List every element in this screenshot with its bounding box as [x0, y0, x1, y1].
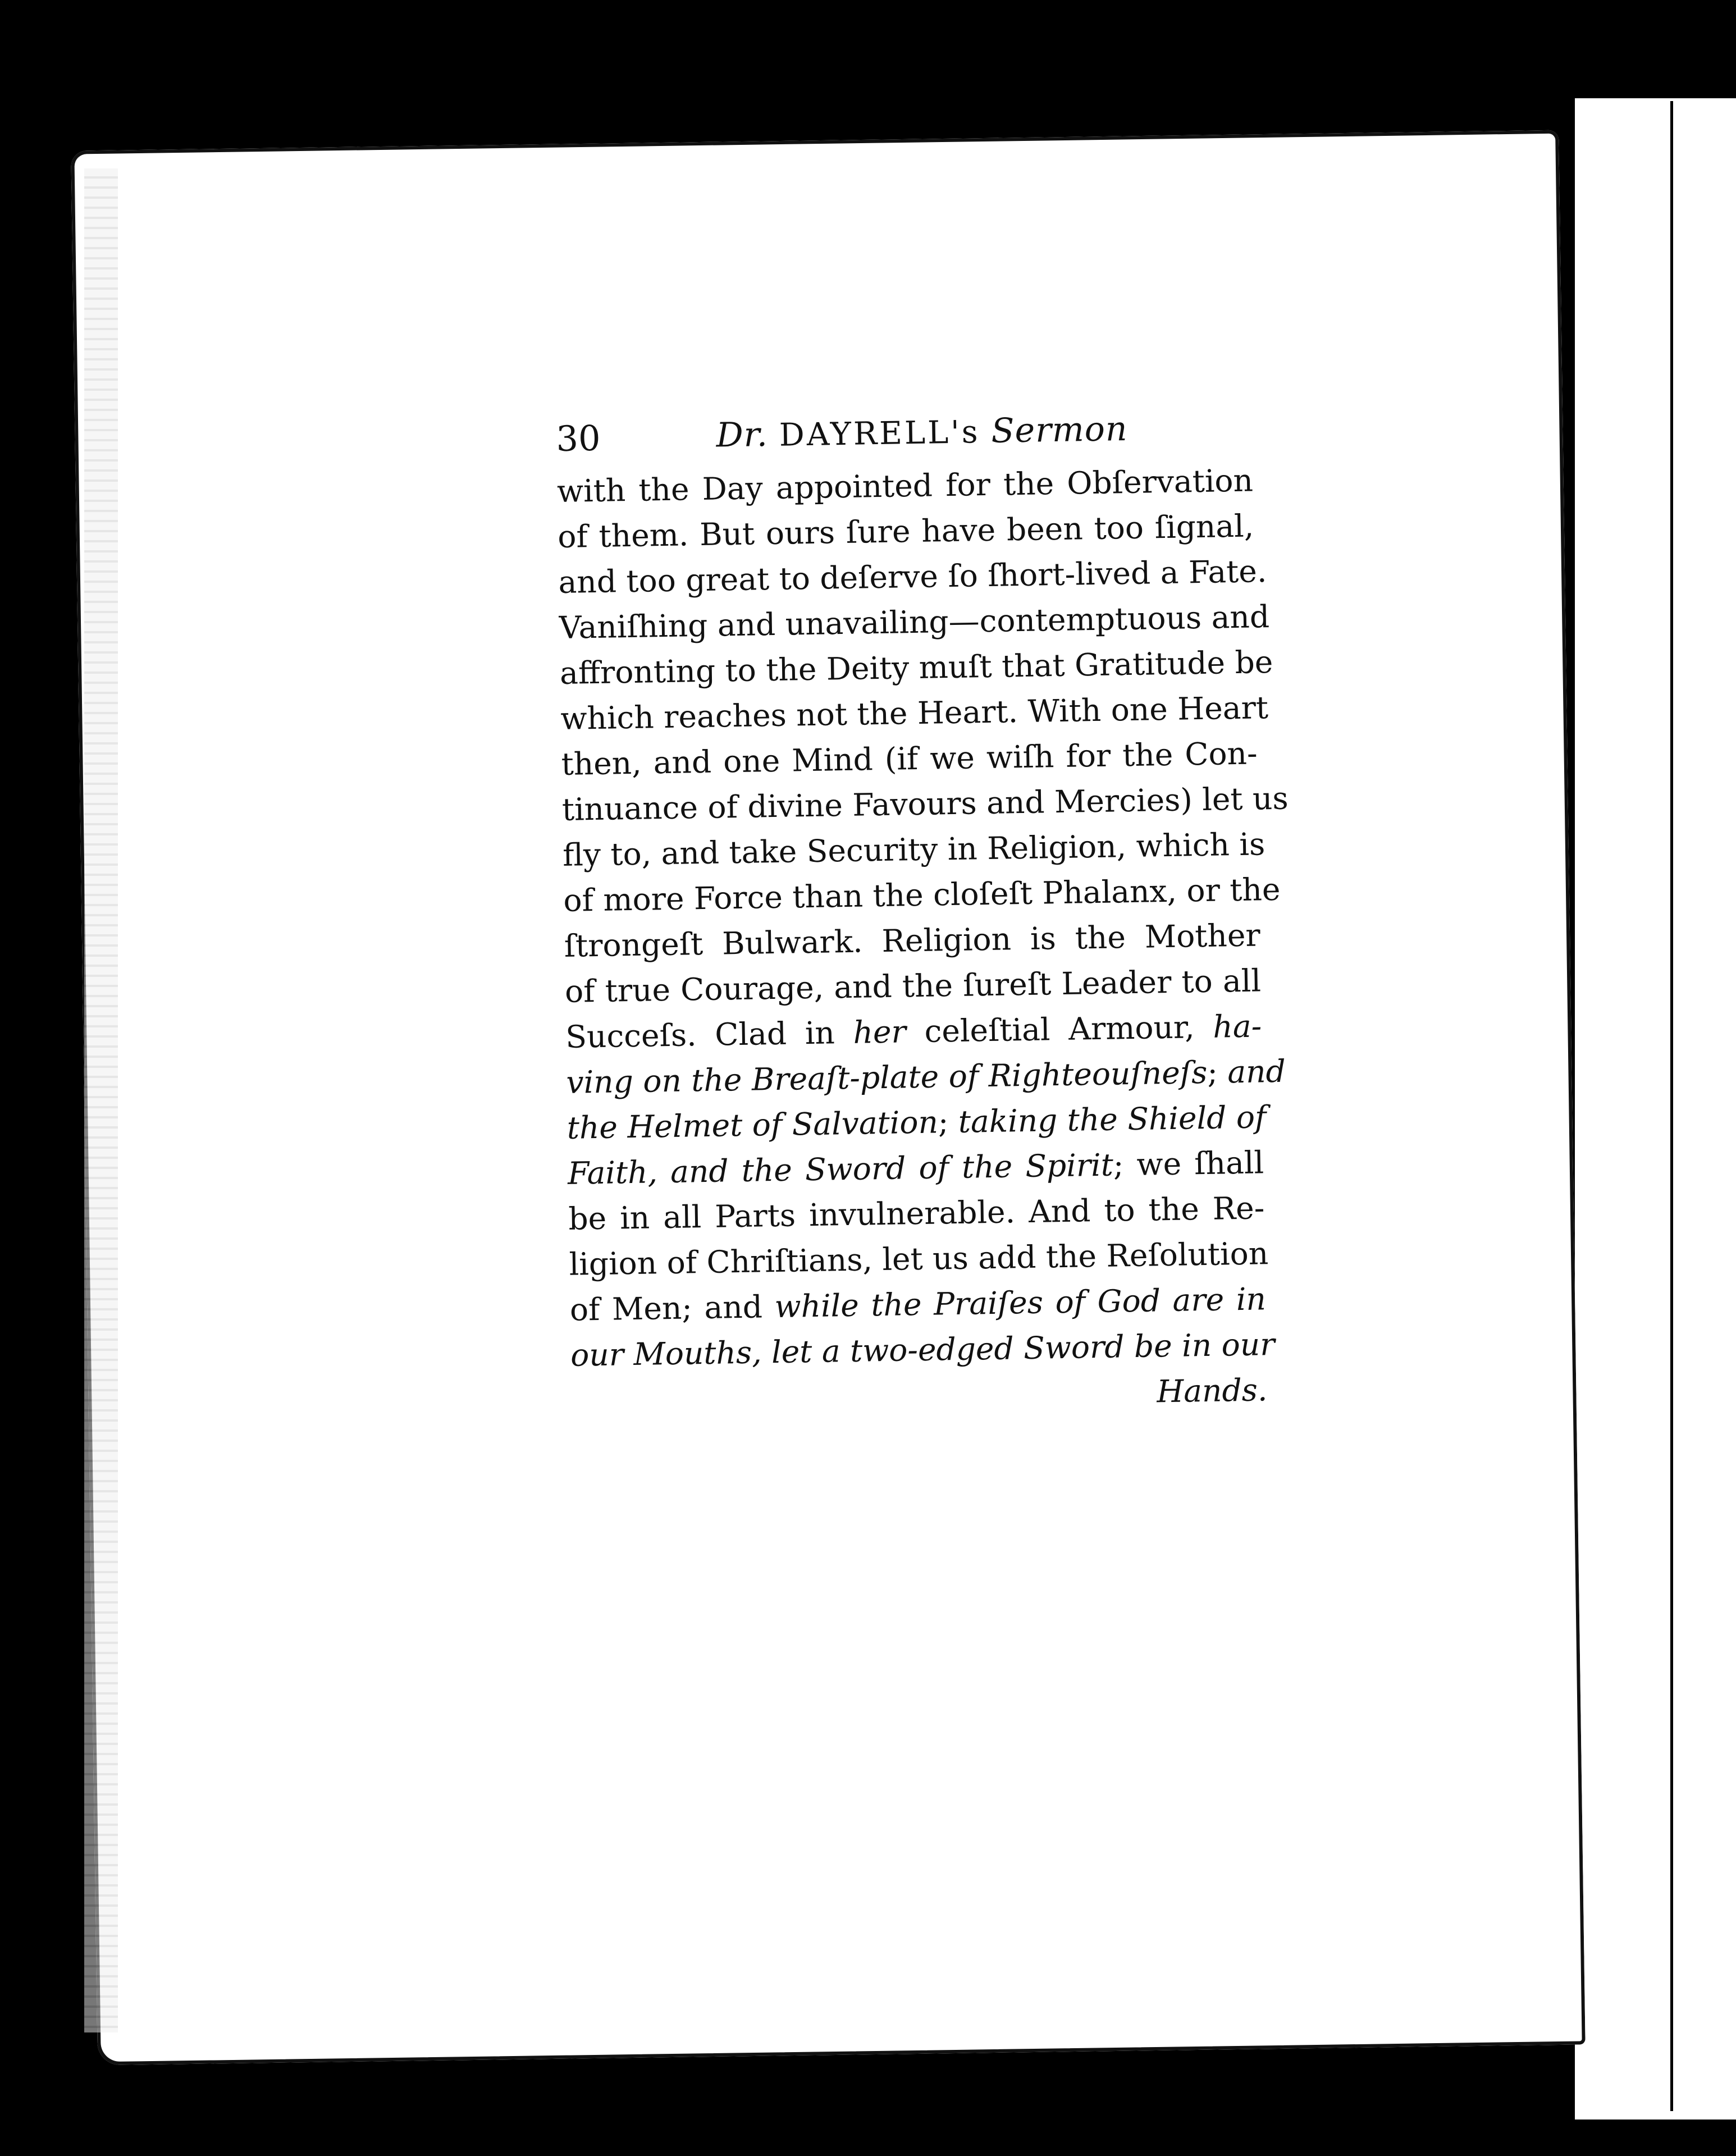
text-segment: with the Day appointed for the Obſervation	[556, 462, 1254, 509]
text-segment: Vaniſhing and unavailing—contemptuous and	[559, 599, 1270, 646]
text-segment	[657, 1154, 670, 1190]
text-segment: tinuance of divine Favours and Mercies) let us	[561, 780, 1289, 828]
text-segment: be in all Parts invulnerable. And to the Re-	[568, 1190, 1265, 1237]
adjacent-page	[1575, 98, 1736, 2120]
text-segment: then, and one Mind (if we wiſh for the Con-	[561, 735, 1258, 782]
page-number: 30	[556, 417, 601, 459]
text-segment: celeſtial Armour,	[906, 1008, 1213, 1050]
text-segment: of more Force than the cloſeſt Phalanx, or the	[563, 871, 1281, 919]
italic-segment: let a two-edged Sword be in our	[771, 1326, 1275, 1371]
italic-segment: while the Praiſes of God are in	[774, 1281, 1267, 1325]
page-ragged-edge	[84, 168, 118, 2032]
text-segment: affronting to the Deity muſt that Gratitude be	[559, 643, 1273, 691]
text-segment: ſtrongeſt Bulwark. Religion is the Mother	[564, 917, 1261, 964]
author-name: DAYRELL's	[779, 414, 980, 454]
text-segment: fly to, and take Security in Religion, which is	[562, 826, 1266, 873]
work-title: Sermon	[990, 409, 1128, 451]
italic-segment: our Mouths,	[570, 1334, 762, 1373]
italic-segment: the Helmet of Salvation	[567, 1104, 939, 1146]
italic-segment: and the Sword of the Spirit	[670, 1146, 1114, 1190]
text-segment: ;	[938, 1103, 959, 1140]
text-segment: of true Courage, and the ſureſt Leader to all	[564, 962, 1262, 1010]
text-segment: Succeſs. Clad in	[565, 1014, 854, 1055]
text-segment: ;	[1207, 1054, 1228, 1090]
text-segment: of them. But ours ſure have been too ſignal,	[557, 508, 1254, 555]
text-segment: ligion of Chriſtians, let us add the Reſolution	[569, 1235, 1269, 1282]
running-title	[716, 409, 1128, 455]
italic-segment: Hands.	[1156, 1372, 1268, 1410]
body-text	[556, 458, 1289, 1424]
text-segment: which reaches not the Heart. With one Heart	[560, 689, 1269, 737]
italic-segment: ha-	[1212, 1008, 1262, 1045]
text-segment: ; we ſhall	[1113, 1144, 1264, 1183]
italic-segment: ving on the Breaſt-plate of Righteouſneſs	[566, 1054, 1208, 1100]
text-segment	[761, 1334, 771, 1370]
text-segment: of Men; and	[569, 1289, 775, 1328]
text-segment: and too great to deſerve ſo ſhort-lived a Fate.	[558, 553, 1267, 600]
page-text	[556, 408, 1289, 1424]
italic-segment: Faith,	[567, 1154, 658, 1191]
page-edge-right	[1670, 101, 1673, 2111]
author-prefix: Dr.	[715, 415, 769, 455]
italic-segment: taking the Shield of	[958, 1099, 1267, 1140]
italic-segment: her	[853, 1013, 907, 1050]
italic-segment: and	[1227, 1053, 1286, 1090]
